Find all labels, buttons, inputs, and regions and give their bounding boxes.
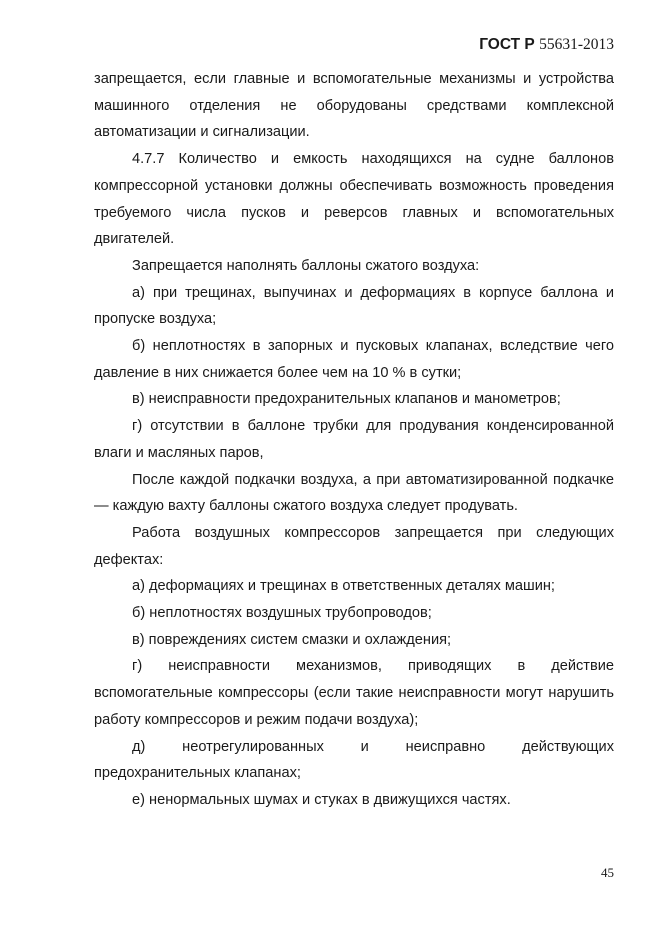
page-number: 45 xyxy=(601,865,614,880)
header-standard-number: 55631-2013 xyxy=(539,36,614,53)
header-standard-prefix: ГОСТ Р xyxy=(479,36,535,53)
paragraph-continuation: запрещается, если главные и вспомогательные механизмы и устройства машинного отделения не оборудованы средствами комплексной автоматизации и сигнализации. xyxy=(94,71,614,141)
list-item-b-cylinders: б) неплотностях в запорных и пусковых клапанах, вследствие чего давление в них снижается более чем на 10 % в сутки; xyxy=(94,338,614,381)
paragraph-compressors-prohibition: Работа воздушных компрессоров запрещается при следующих дефектах: xyxy=(94,524,614,568)
paragraph-cylinders-prohibition: Запрещается наполнять баллоны сжатого воздуха: xyxy=(132,257,480,274)
list-item-v-cylinders: в) неисправности предохранительных клапанов и манометров; xyxy=(132,391,561,408)
list-item-g-cylinders: г) отсутствии в баллоне трубки для продувания конденсированной влаги и масляных паров, xyxy=(94,418,614,461)
list-item-a-compressors: а) деформациях и трещинах в ответственных деталях машин; xyxy=(132,578,555,595)
document-body xyxy=(94,66,614,814)
list-item-a-cylinders: а) при трещинах, выпучинах и деформациях в корпусе баллона и пропуске воздуха; xyxy=(94,284,614,328)
list-item-d-compressors: д) неотрегулированных и неисправно действующих предохранительных клапанах; xyxy=(94,738,614,782)
paragraph-blowdown: После каждой подкачки воздуха, а при автоматизированной подкачке — каждую вахту баллоны сжатого воздуха следует продувать. xyxy=(94,471,614,515)
list-item-e-compressors: е) ненормальных шумах и стуках в движущихся частях. xyxy=(132,791,511,808)
list-item-v-compressors: в) повреждениях систем смазки и охлаждения; xyxy=(132,631,452,648)
list-item-b-compressors: б) неплотностях воздушных трубопроводов; xyxy=(132,605,432,622)
document-header xyxy=(479,36,614,54)
list-item-g-compressors: г) неисправности механизмов, приводящих в действие вспомогательные компрессоры (если такие неисправности могут нарушить работу компрессоров и режим подачи воздуха); xyxy=(94,658,614,728)
paragraph-4-7-7: 4.7.7 Количество и емкость находящихся на судне баллонов компрессорной установки должны обеспечивать возможность проведения требуемого числа пусков и реверсов главных и вспомогательных двигателей. xyxy=(94,151,614,248)
